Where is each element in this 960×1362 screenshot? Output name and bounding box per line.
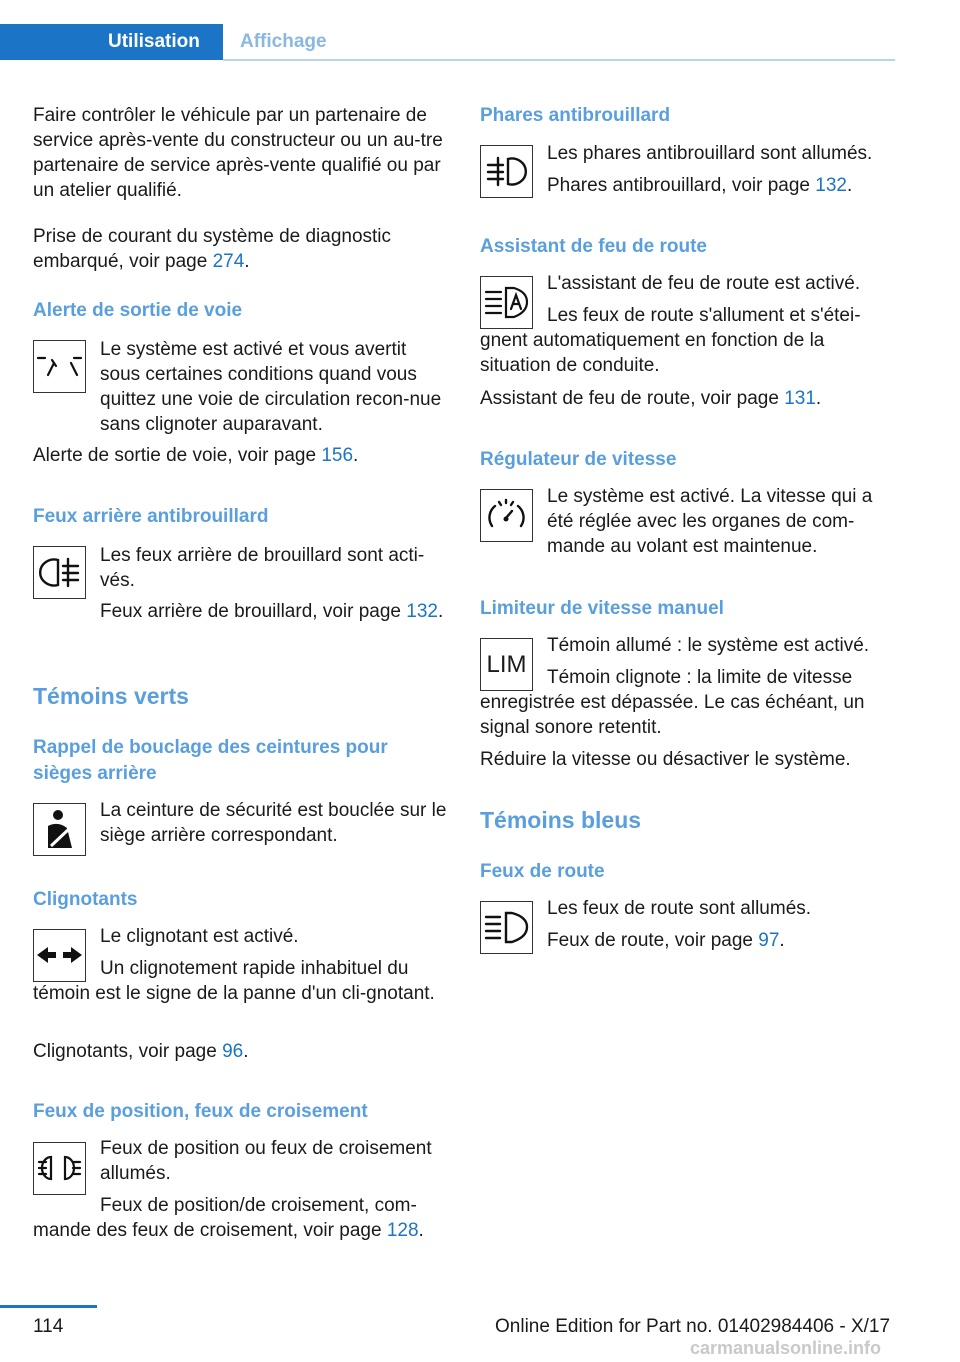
- turn-signal-heading: Clignotants: [33, 889, 138, 910]
- speed-limiter-icon-label: LIM: [486, 651, 527, 678]
- cruise-control-heading: Régulateur de vitesse: [480, 449, 677, 470]
- turn-signal-ref: Clignotants, voir page 96.: [33, 1041, 249, 1062]
- page-number: 114: [33, 1316, 64, 1337]
- front-fog-heading: Phares antibrouillard: [480, 105, 671, 126]
- page-link-274[interactable]: 274: [212, 251, 245, 272]
- rear-fog-heading: Feux arrière antibrouillard: [33, 506, 269, 527]
- lane-departure-heading: Alerte de sortie de voie: [33, 300, 243, 321]
- high-beam-assist-desc1: L'assistant de feu de route est activé.: [547, 273, 861, 294]
- page-link-156[interactable]: 156: [321, 445, 354, 466]
- speed-limiter-heading: Limiteur de vitesse manuel: [480, 598, 724, 619]
- diagnostic-paragraph: Prise de courant du système de diagnostic embarqué, voir page 274.: [33, 226, 392, 272]
- page-link-96[interactable]: 96: [222, 1041, 244, 1062]
- tab-bar: [0, 24, 895, 60]
- page-link-132b[interactable]: 132: [815, 175, 847, 196]
- page-link-128[interactable]: 128: [386, 1220, 419, 1241]
- blue-indicators-heading: Témoins bleus: [480, 807, 642, 833]
- rear-fog-desc: Les feux arrière de brouillard sont acti-vés.: [100, 545, 425, 591]
- high-beam-heading: Feux de route: [480, 861, 605, 882]
- lane-departure-ref: Alerte de sortie de voie, voir page 156.: [33, 445, 359, 466]
- high-beam-desc: Les feux de route sont allumés. Feux de route, voir page 97.: [547, 898, 812, 951]
- front-fog-desc: Les phares antibrouillard sont allumés. Phares antibrouillard, voir page 132.: [547, 143, 873, 196]
- green-indicators-heading: Témoins verts: [33, 683, 189, 709]
- high-beam-assist-ref: Assistant de feu de route, voir page 131.: [480, 388, 822, 409]
- high-beam-assist-desc2: Les feux de route s'allument et s'étei-gnent automatiquement en fonction de la situation de conduite.: [480, 305, 861, 376]
- low-beam-ref: Feux de position/de croisement, com-mande des feux de croisement, voir page 128.: [33, 1195, 424, 1241]
- lane-departure-desc: Le système est activé et vous avertit sous certaines conditions quand vous quittez une voie de circulation recon-nue sans clignoter auparavant.: [100, 339, 442, 435]
- intro-paragraph: [33, 103, 448, 203]
- low-beam-heading: Feux de position, feux de croisement: [33, 1101, 368, 1122]
- tab-utilisation[interactable]: Utilisation: [0, 24, 223, 60]
- low-beam-desc: Feux de position ou feux de croisement allumés.: [100, 1138, 432, 1184]
- intro-text: Faire contrôler le véhicule par un partenaire de service après-vente du constructeur ou un au-tre partenaire de service après-vente qualifié ou par un atelier qualifié.: [33, 105, 443, 201]
- page-link-131[interactable]: 131: [784, 388, 816, 409]
- seatbelt-heading: Rappel de bouclage des ceintures pour sièges arrière: [33, 737, 388, 784]
- speed-limiter-desc2: Témoin clignote : la limite de vitesse enregistrée est dépassée. Le cas échéant, un signal sonore retentit.: [480, 667, 865, 738]
- page-link-97[interactable]: 97: [758, 930, 780, 951]
- page-link-132a[interactable]: 132: [406, 601, 438, 622]
- high-beam-assist-heading: Assistant de feu de route: [480, 236, 707, 257]
- turn-signal-desc1: Le clignotant est activé.: [100, 926, 299, 947]
- diagnostic-text: Prise de courant du système de diagnostic embarqué, voir page: [33, 226, 392, 272]
- seatbelt-desc: La ceinture de sécurité est bouclée sur le siège arrière correspondant.: [100, 800, 447, 846]
- watermark: carmanualsonline.info: [690, 1338, 882, 1358]
- rear-fog-ref: Feux arrière de brouillard, voir page 132.: [100, 601, 444, 622]
- tab-divider: [223, 59, 895, 61]
- speed-limiter-desc1: Témoin allumé : le système est activé.: [547, 635, 870, 656]
- tab-affichage[interactable]: Affichage: [240, 31, 327, 52]
- footer-accent-bar: [0, 1305, 97, 1308]
- turn-signal-desc2: Un clignotement rapide inhabituel du témoin est le signe de la panne d'un cli-gnotant.: [33, 958, 435, 1004]
- speed-limiter-desc3: Réduire la vitesse ou désactiver le système.: [480, 749, 851, 770]
- cruise-control-desc: Le système est activé. La vitesse qui a été réglée avec les organes de com-mande au volant est maintenue.: [547, 486, 873, 557]
- edition-text: Online Edition for Part no. 01402984406 - X/17: [495, 1316, 891, 1337]
